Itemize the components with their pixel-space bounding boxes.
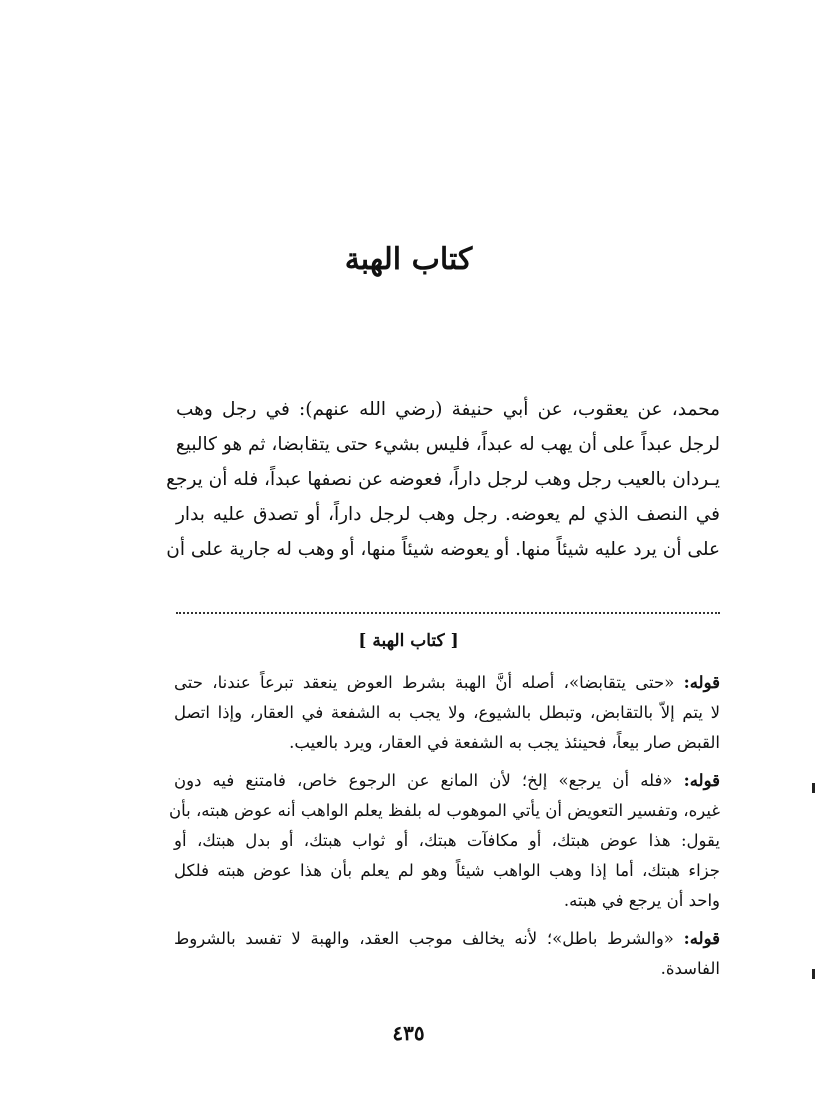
commentary-title: [ كتاب الهبة ] (358, 631, 459, 651)
commentary-paragraph (174, 924, 720, 984)
commentary-paragraph (168, 766, 720, 916)
commentary-line: جزاء هبتك، أما إذا وهب الواهب شيئاً وهو لم يعلم بأن هذا عوض هبته فلكل (174, 861, 720, 880)
commentary-paragraph (174, 668, 720, 758)
chapter-title: كتاب الهبة (344, 242, 473, 277)
main-text-line: في النصف الذي لم يعوضه. رجل وهب لرجل داراً، أو تصدق عليه بدار (176, 504, 720, 525)
main-text-line: يـردان بالعيب رجل وهب لرجل داراً، فعوضه عن نصفها عبداً، فله أن يرجع (166, 469, 720, 490)
commentary-block (168, 668, 720, 992)
page-number: ٤٣٥ (392, 1021, 425, 1045)
commentary-line: واحد أن يرجع في هبته. (563, 891, 720, 910)
commentary-line: يقول: هذا عوض هبتك، أو مكافآت هبتك، أو ثواب هبتك، أو بدل هبتك، أو (174, 831, 720, 850)
commentary-keyword: قوله: (683, 771, 720, 790)
main-text-block (166, 392, 720, 567)
scan-edge-mark (812, 969, 815, 979)
commentary-line: القبض صار بيعاً، فحينئذ يجب به الشفعة في العقار، ويرد بالعيب. (289, 733, 720, 752)
main-text-line: محمد، عن يعقوب، عن أبي حنيفة (رضي الله عنهم): في رجل وهب (176, 399, 720, 420)
commentary-keyword: قوله: (683, 929, 720, 948)
main-text-line: لرجل عبداً على أن يهب له عبداً، فليس بشيء حتى يتقابضا، ثم هو كالبيع (175, 434, 720, 455)
commentary-line: الفاسدة. (660, 959, 720, 978)
commentary-line: لا يتم إلاّ بالتقابض، وتبطل بالشيوع، ولا يجب به الشفعة في العقار، وإذا اتصل (174, 703, 720, 722)
commentary-line: قوله: «فله أن يرجع» إلخ؛ لأن المانع عن الرجوع خاص، فامتنع فيه دون (174, 771, 720, 790)
scan-edge-mark (812, 783, 815, 793)
commentary-line: قوله: «حتى يتقابضا»، أصله أنَّ الهبة بشرط العوض ينعقد تبرعاً عندنا، حتى (174, 673, 720, 692)
main-text-line: على أن يرد عليه شيئاً منها. أو يعوضه شيئاً منها، أو وهب له جارية على أن (166, 539, 720, 560)
commentary-keyword: قوله: (683, 673, 720, 692)
dotted-separator (176, 612, 720, 614)
commentary-line: غيره، وتفسير التعويض أن يأتي الموهوب له بلفظ يعلم الواهب أنه عوض هبته، بأن (168, 801, 720, 820)
commentary-line: قوله: «والشرط باطل»؛ لأنه يخالف موجب العقد، والهبة لا تفسد بالشروط (174, 929, 720, 948)
